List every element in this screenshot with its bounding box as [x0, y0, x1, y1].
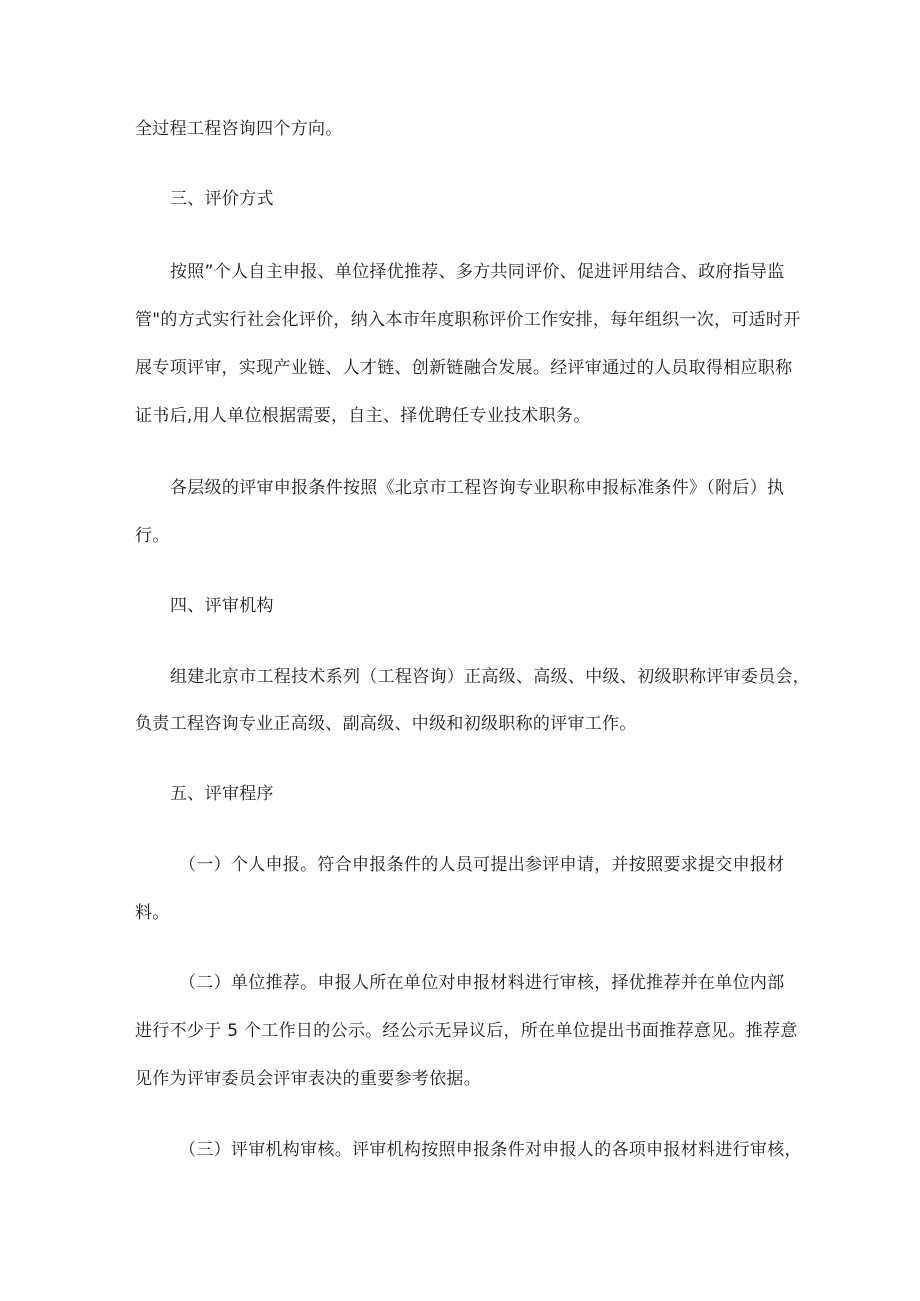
paragraph-line: （二）单位推荐。申报人所在单位对申报材料进行审核，择优推荐并在单位内部	[179, 973, 785, 993]
paragraph-line: 管"的方式实行社会化评价，纳入本市年度职称评价工作安排，每年组织一次，可适时开	[135, 310, 801, 330]
paragraph-line: 按照”个人自主申报、单位择优推荐、多方共同评价、促进评用结合、政府指导监	[170, 262, 785, 282]
section-heading-evaluation-method: 三、评价方式	[170, 189, 274, 209]
paragraph-line: 展专项评审，实现产业链、人才链、创新链融合发展。经评审通过的人员取得相应职称	[135, 358, 793, 378]
paragraph-line: 负责工程咨询专业正高级、副高级、中级和初级职称的评审工作。	[135, 714, 637, 734]
paragraph-line: （三）评审机构审核。评审机构按照申报条件对申报人的各项申报材料进行审核，	[179, 1140, 802, 1160]
paragraph-line: 料。	[135, 903, 170, 923]
section-heading-review-body: 四、评审机构	[170, 596, 274, 616]
paragraph-line: 见作为评审委员会评审表决的重要参考依据。	[135, 1069, 481, 1089]
paragraph-line: 组建北京市工程技术系列（工程咨询）正高级、高级、中级、初级职称评审委员会，	[170, 667, 811, 687]
paragraph-line: 全过程工程咨询四个方向。	[135, 119, 343, 139]
paragraph-line: 进行不少于 5 个工作日的公示。经公示无异议后，所在单位提出书面推荐意见。推荐意	[135, 1021, 798, 1041]
paragraph-line: 证书后,用人单位根据需要，自主、择优聘任专业技术职务。	[135, 406, 591, 426]
section-heading-review-procedure: 五、评审程序	[170, 784, 274, 804]
paragraph-line: （一）个人申报。符合申报条件的人员可提出参评申请，并按照要求提交申报材	[179, 855, 785, 875]
paragraph-line: 各层级的评审申报条件按照《北京市工程咨询专业职称申报标准条件》（附后）执	[170, 478, 785, 498]
paragraph-line: 行。	[135, 526, 170, 546]
